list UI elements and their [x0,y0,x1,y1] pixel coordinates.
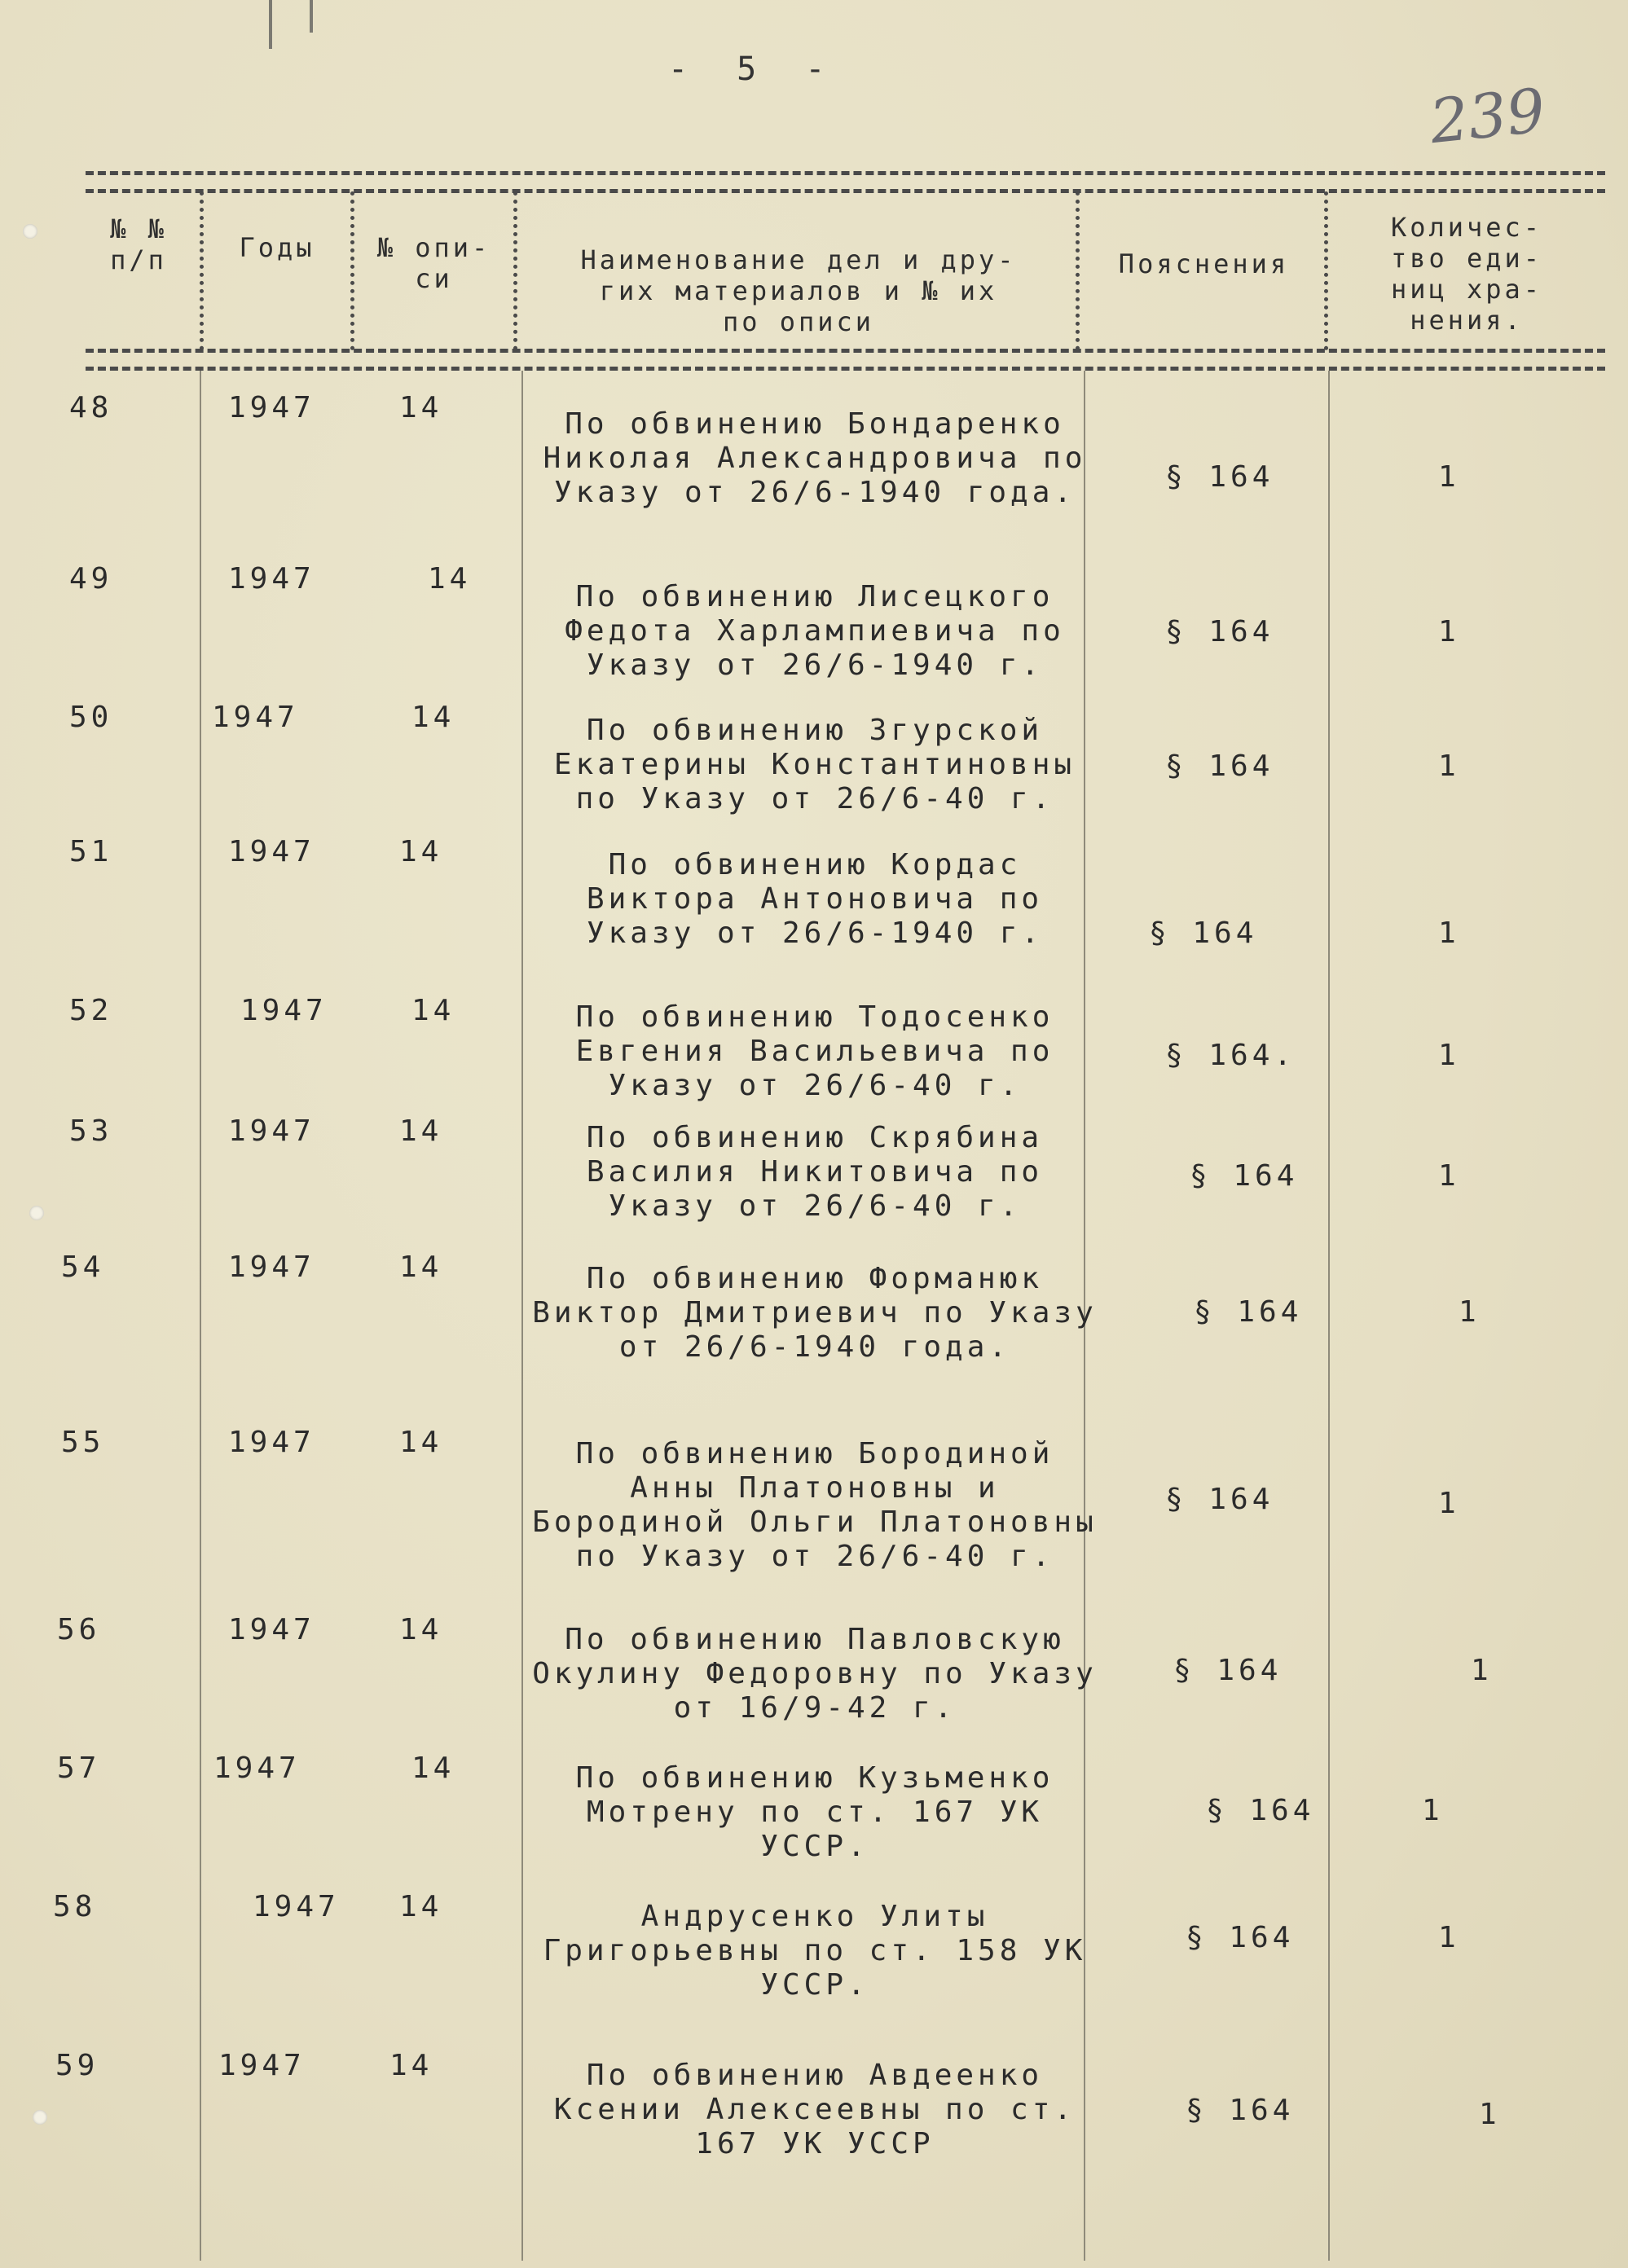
row-year: 1947 [228,835,315,868]
row-year: 1947 [212,701,299,734]
row-quantity: 1 [1438,615,1460,648]
row-note: § 164. [1165,1039,1296,1072]
margin-mark [310,0,313,33]
row-opis: 14 [389,2049,433,2082]
row-note: § 164 [1165,460,1274,494]
row-note: § 164 [1149,916,1258,950]
row-year: 1947 [228,1426,315,1459]
row-note: § 164 [1165,749,1274,783]
row-quantity: 1 [1438,460,1460,494]
row-number: 59 [55,2049,99,2082]
column-line [1328,371,1330,2261]
row-quantity: 1 [1459,1295,1481,1329]
row-title: По обвинению Бородиной Анны Платоновны и Бородиной Ольги Платоновны по Указу от 26/6-40 г. [532,1437,1098,1573]
row-year: 1947 [228,1250,315,1284]
row-note: § 164 [1186,2094,1295,2127]
header-top-rule [86,171,1605,175]
header-bottom-rule [86,367,1605,371]
row-opis: 14 [411,994,455,1027]
row-quantity: 1 [1438,1921,1460,1954]
row-title: По обвинению Павловскую Окулину Федоровну по Указу от 16/9-42 г. [532,1623,1098,1725]
row-opis: 14 [399,1613,443,1646]
row-opis: 14 [399,1114,443,1148]
row-number: 56 [57,1613,101,1646]
row-quantity: 1 [1438,916,1460,950]
header-number: № № п/п [110,213,167,275]
row-year: 1947 [240,994,328,1027]
punch-hole [23,224,37,239]
column-separator [200,191,204,350]
row-opis: 14 [399,1426,443,1459]
row-number: 51 [69,835,113,868]
row-opis: 14 [399,1250,443,1284]
row-title: По обвинению Скрябина Василия Никитовича по Указу от 26/6-40 г. [586,1121,1044,1223]
row-title: По обвинению Тодосенко Евгения Васильевича по Указу от 26/6-40 г. [575,1000,1054,1102]
row-title: По обвинению Авдеенко Ксении Алексеевны по ст. 167 УК УССР [553,2059,1076,2160]
row-quantity: 1 [1471,1654,1493,1687]
row-number: 53 [69,1114,113,1148]
row-quantity: 1 [1479,2098,1501,2131]
row-note: § 164 [1165,1483,1274,1516]
header-opis: № опи- си [376,232,491,294]
column-separator [350,191,354,350]
header-note: Пояснения [1118,248,1290,279]
row-title: По обвинению Бондаренко Николая Александровича по Указу от 26/6-1940 года. [543,407,1087,509]
row-number: 58 [53,1890,97,1923]
row-year: 1947 [213,1752,301,1785]
punch-hole [29,1206,44,1220]
row-opis: 14 [428,562,472,596]
row-number: 55 [61,1426,105,1459]
row-number: 48 [69,391,113,424]
row-year: 1947 [228,1613,315,1646]
row-opis: 14 [399,1890,443,1923]
row-opis: 14 [411,1752,455,1785]
row-title: По обвинению Кордас Виктора Антоновича по Указу от 26/6-1940 г. [586,848,1044,950]
header-top-rule [86,189,1605,193]
row-opis: 14 [399,835,443,868]
row-quantity: 1 [1438,1487,1460,1520]
margin-mark [269,0,272,49]
row-title: По обвинению Форманюк Виктор Дмитриевич по Указу от 26/6-1940 года. [532,1262,1098,1364]
row-quantity: 1 [1438,749,1460,783]
row-note: § 164 [1165,615,1274,648]
column-separator [1324,191,1328,350]
row-title: Андрусенко Улиты Григорьевны по ст. 158 УК УССР. [543,1900,1087,2002]
header-title: Наименование дел и дру- гих материалов и № их по описи [580,244,1017,337]
row-title: По обвинению Кузьменко Мотрену по ст. 167 УК УССР. [575,1761,1054,1863]
archive-sheet-number: 239 [1426,75,1549,158]
row-quantity: 1 [1422,1794,1444,1827]
row-year: 1947 [228,1114,315,1148]
punch-hole [33,2110,47,2125]
row-year: 1947 [218,2049,306,2082]
row-note: § 164 [1186,1921,1295,1954]
column-line [200,371,201,2261]
row-number: 50 [69,701,113,734]
row-note: § 164 [1194,1295,1303,1329]
column-line [521,371,523,2261]
row-opis: 14 [399,391,443,424]
page-number: - 5 - [668,51,840,88]
row-quantity: 1 [1438,1039,1460,1072]
row-year: 1947 [228,562,315,596]
row-number: 57 [57,1752,101,1785]
row-title: По обвинению Згурской Екатерины Константиновны по Указу от 26/6-40 г. [553,714,1076,815]
row-note: § 164 [1206,1794,1315,1827]
row-number: 52 [69,994,113,1027]
header-years: Годы [239,232,315,263]
row-opis: 14 [411,701,455,734]
column-separator [1076,191,1080,350]
row-note: § 164 [1173,1654,1283,1687]
row-number: 54 [61,1250,105,1284]
row-note: § 164 [1190,1159,1299,1193]
header-bottom-rule [86,349,1605,353]
row-title: По обвинению Лисецкого Федота Харлампиевича по Указу от 26/6-1940 г. [565,580,1065,682]
header-quantity: Количес- тво еди- ниц хра- нения. [1390,212,1543,336]
row-number: 49 [69,562,113,596]
row-year: 1947 [228,391,315,424]
column-separator [513,191,517,350]
row-quantity: 1 [1438,1159,1460,1193]
row-year: 1947 [253,1890,340,1923]
